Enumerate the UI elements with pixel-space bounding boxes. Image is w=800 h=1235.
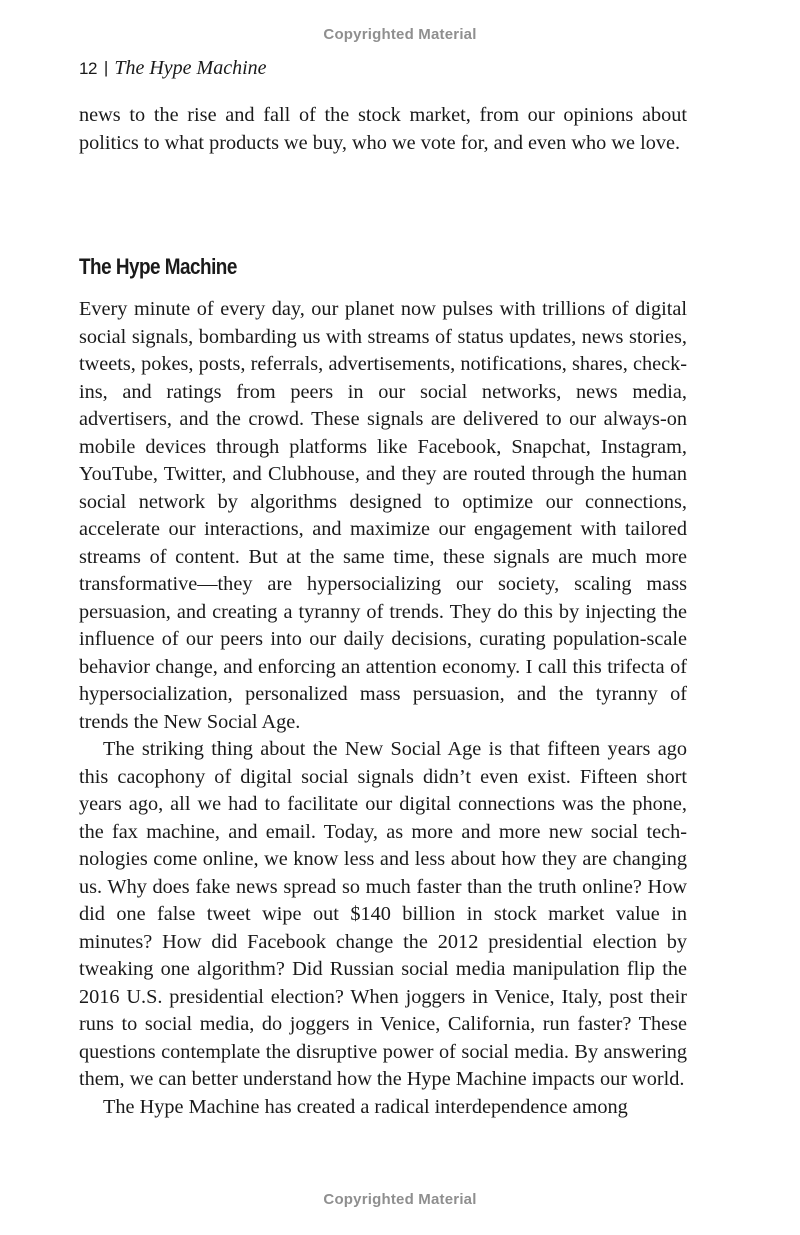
copyright-watermark-bottom: Copyrighted Material — [323, 1191, 477, 1208]
body-paragraph-1: Every minute of every day, our planet now pulses with trillions of digital social signals, bombarding us with streams of status updates, news stories, tweets, pokes, posts, referrals, advertisements, notifications, shares, check-ins, and ratings from peers in our social networks, news media, advertisers, and the crowd. These signals are delivered to our always-on mobile devices through platforms like Facebook, Snapchat, Instagram, YouTube, Twitter, and Clubhouse, and they are routed through the human social network by algorithms designed to optimize our connections, accelerate our interactions, and maximize our engagement with tailored streams of content. But at the same time, these signals are much more transformative—they are hypersocializing our society, scaling mass persuasion, and creating a tyranny of trends. They do this by injecting the influence of our peers into our daily decisions, curating population-scale behavior change, and enforcing an attention economy. I call this trifecta of hypersocialization, personalized mass persuasion, and the tyranny of trends the New Social Age. — [79, 298, 687, 733]
section-body — [79, 296, 687, 1121]
section-heading: The Hype Machine — [79, 254, 237, 279]
body-paragraph-2: The striking thing about the New Social Age is that fifteen years ago this cacophony of digital social signals didn’t even exist. Fifteen short years ago, all we had to facilitate our digital connections was the phone, the fax machine, and email. Today, as more and more new social technologies come online, we know less and less about how they are changing us. Why does fake news spread so much faster than the truth online? How did one false tweet wipe out $140 billion in stock market value in minutes? How did Facebook change the 2012 presidential election by tweaking one algorithm? Did Russian social media manipulation flip the 2016 U.S. presidential election? When joggers in Venice, Italy, post their runs to social media, do joggers in Venice, California, run faster? These questions contemplate the disruptive power of social media. By answering them, we can better understand how the Hype Machine impacts our world. — [79, 738, 687, 1090]
copyright-watermark-top: Copyrighted Material — [323, 26, 477, 43]
running-head-separator: | — [103, 58, 109, 77]
running-head-title: The Hype Machine — [114, 57, 267, 79]
body-paragraph-3: The Hype Machine has created a radical interdependence among — [103, 1095, 628, 1118]
intro-text-block — [79, 102, 687, 157]
intro-paragraph: news to the rise and fall of the stock market, from our opinions about politics to what products we buy, who we vote for, and even who we love. — [79, 104, 687, 154]
running-head — [79, 55, 267, 82]
page-number: 12 — [79, 59, 97, 78]
